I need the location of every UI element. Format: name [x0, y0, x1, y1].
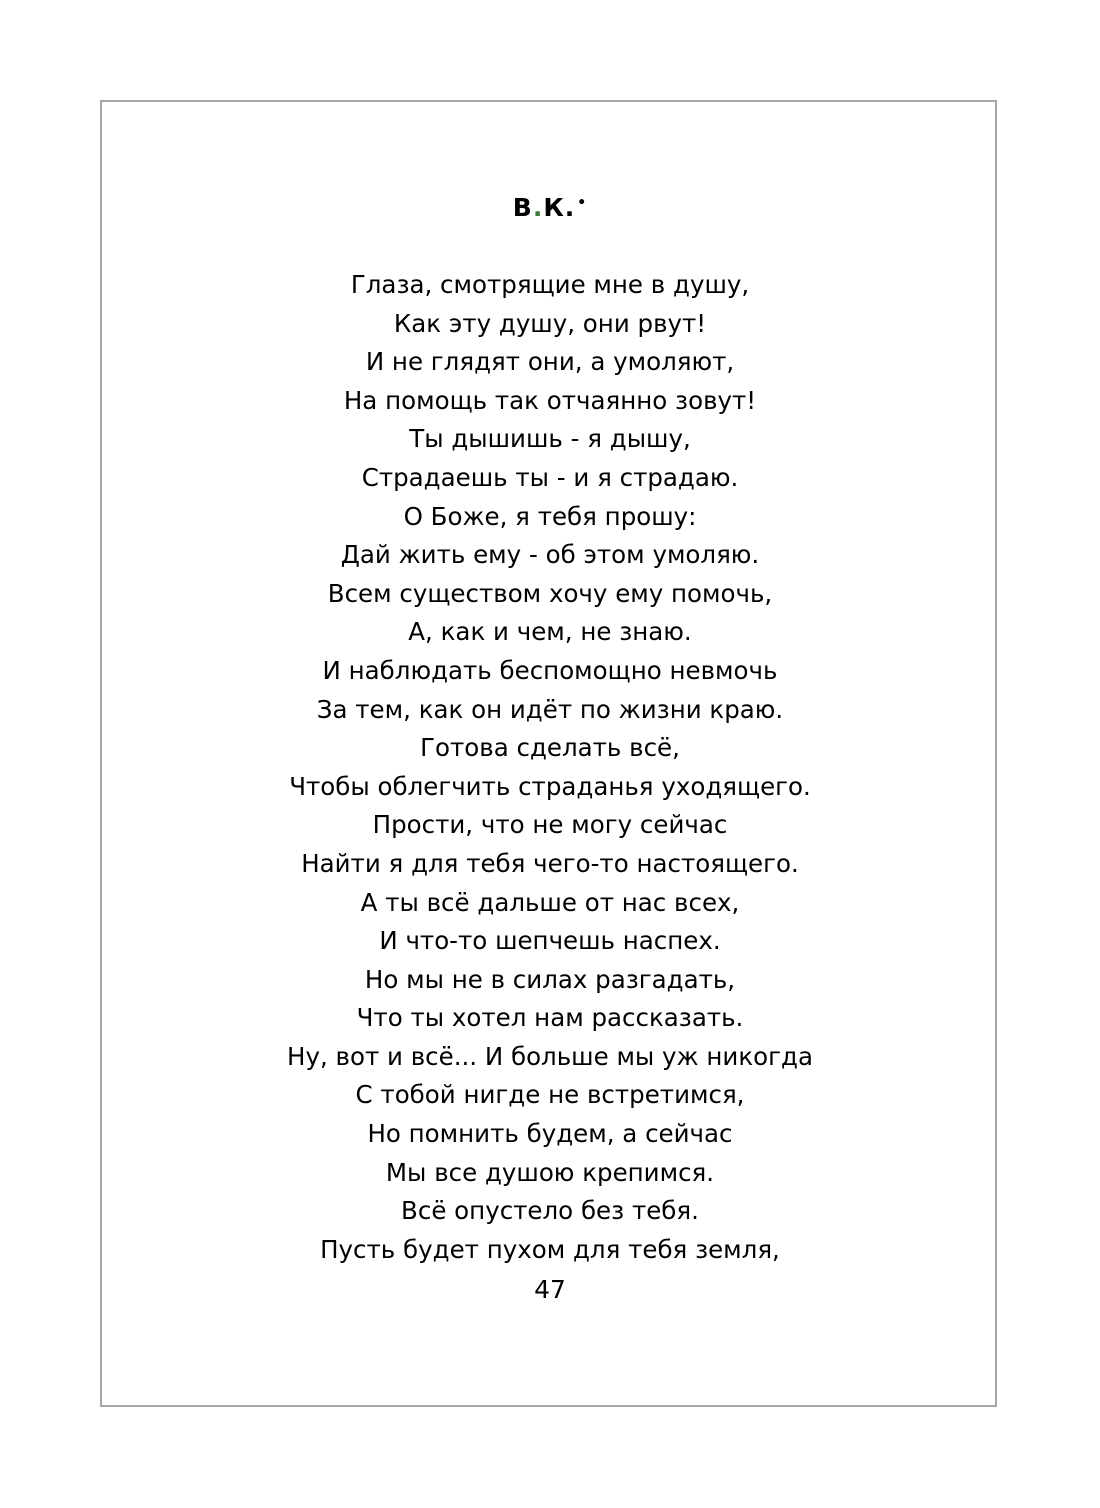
title-initial-2: К.: [543, 193, 576, 222]
poem-line: За тем, как он идёт по жизни краю.: [316, 694, 784, 724]
poem-line: И наблюдать беспомощно невмочь: [322, 655, 778, 685]
footnote-mark: •: [577, 195, 588, 211]
poem-line: Что ты хотел нам рассказать.: [356, 1003, 744, 1033]
poem-line: Готова сделать всё,: [420, 733, 680, 763]
poem-line: С тобой нигде не встретимся,: [355, 1080, 745, 1110]
title-dot: .: [532, 193, 544, 222]
poem-line: Прости, что не могу сейчас: [372, 810, 728, 840]
poem-line: Дай жить ему - об этом умоляю.: [340, 540, 760, 570]
poem-body: [0, 266, 1100, 1269]
poem-line: О Боже, я тебя прошу:: [403, 501, 697, 531]
poem-title: [0, 188, 1100, 223]
poem-line: На помощь так отчаянно зовут!: [343, 385, 757, 415]
poem-line: И что-то шепчешь наспех.: [379, 926, 721, 956]
poem-line: Ты дышишь - я дышу,: [409, 424, 691, 454]
poem-line: Но помнить будем, а сейчас: [367, 1119, 733, 1149]
poem-line: Чтобы облегчить страданья уходящего.: [289, 771, 811, 801]
poem-line: Но мы не в силах разгадать,: [364, 964, 736, 994]
title-initial-1: В: [512, 193, 533, 222]
poem-line: И не глядят они, а умоляют,: [365, 347, 735, 377]
poem-line: Пусть будет пухом для тебя земля,: [320, 1234, 780, 1264]
poem-line: А, как и чем, не знаю.: [408, 617, 692, 647]
page-number: 47: [534, 1275, 566, 1304]
poem-line: Всем существом хочу ему помочь,: [327, 578, 773, 608]
poem-line: А ты всё дальше от нас всех,: [360, 887, 740, 917]
poem-line: Мы все душою крепимся.: [385, 1157, 715, 1187]
poem-line: Страдаешь ты - и я страдаю.: [361, 462, 739, 492]
poem-line: Как эту душу, они рвут!: [393, 308, 707, 338]
poem-line: Ну, вот и всё... И больше мы уж никогда: [287, 1041, 813, 1071]
poem-line: Глаза, смотрящие мне в душу,: [350, 270, 750, 299]
poem-line: Всё опустело без тебя.: [401, 1196, 699, 1226]
poem-line: Найти я для тебя чего-то настоящего.: [301, 848, 799, 878]
